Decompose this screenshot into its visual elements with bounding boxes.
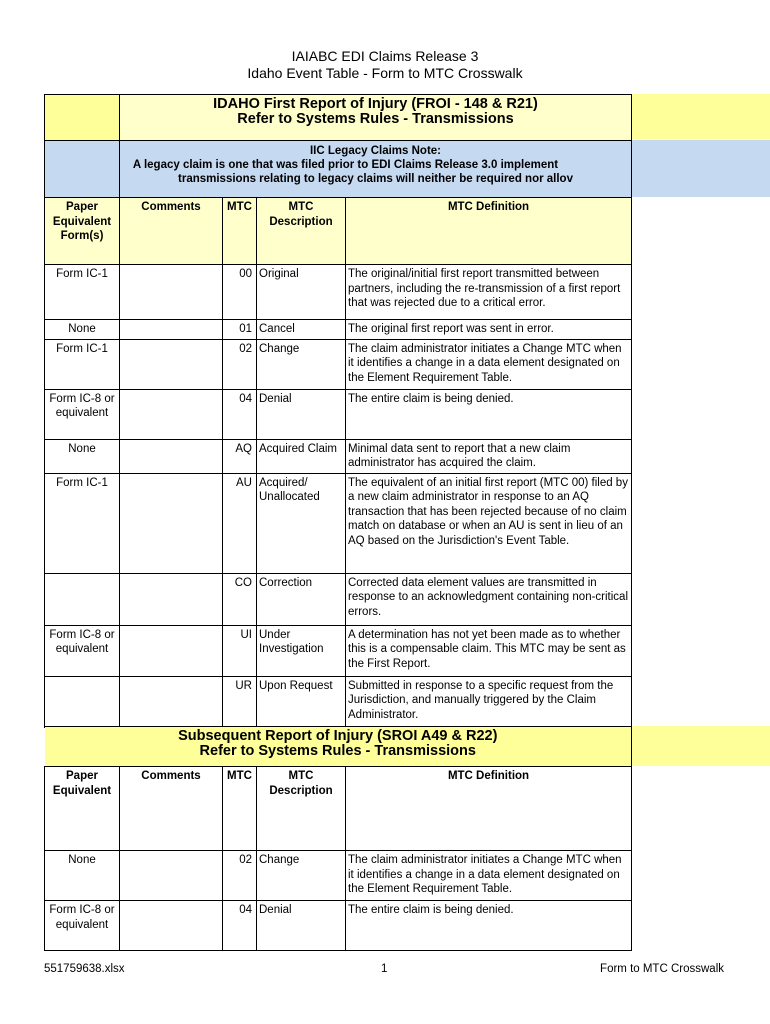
description-cell: Under Investigation <box>257 625 346 676</box>
form-cell: Form IC-8 or equivalent <box>45 625 120 676</box>
document-title: IAIABC EDI Claims Release 3 <box>291 48 479 64</box>
sroi-table <box>44 726 632 951</box>
mtc-cell: 01 <box>223 320 257 340</box>
mtc-cell: UI <box>223 625 257 676</box>
description-cell: Upon Request <box>257 676 346 727</box>
definition-cell: The claim administrator initiates a Change MTC when it identifies a change in a data element designated on the Element Requirement Table. <box>346 339 632 389</box>
description-cell: Denial <box>257 901 346 951</box>
table-row <box>45 851 632 901</box>
col-header-description: MTC Description <box>257 767 346 851</box>
description-cell: Original <box>257 265 346 320</box>
description-cell: Change <box>257 851 346 901</box>
sroi-title: Subsequent Report of Injury (SROI A49 & R22) <box>178 728 498 744</box>
definition-cell: Corrected data element values are transmitted in response to an acknowledgment containing non-critical errors. <box>346 573 632 625</box>
definition-cell: Minimal data sent to report that a new claim administrator has acquired the claim. <box>346 439 632 473</box>
comments-cell <box>120 573 223 625</box>
description-cell: Correction <box>257 573 346 625</box>
mtc-cell: CO <box>223 573 257 625</box>
footer-page-number: 1 <box>381 963 388 975</box>
table-row <box>45 901 632 951</box>
col-header-definition: MTC Definition <box>346 198 632 265</box>
table-row <box>45 389 632 439</box>
mtc-cell: UR <box>223 676 257 727</box>
mtc-cell: 02 <box>223 851 257 901</box>
mtc-cell: 02 <box>223 339 257 389</box>
col-header-comments: Comments <box>120 767 223 851</box>
froi-banner <box>120 95 632 141</box>
definition-cell: The claim administrator initiates a Change MTC when it identifies a change in a data element designated on the Element Requirement Table. <box>346 851 632 901</box>
comments-cell <box>120 339 223 389</box>
description-cell: Acquired Claim <box>257 439 346 473</box>
comments-cell <box>120 265 223 320</box>
definition-cell: The equivalent of an initial first report (MTC 00) filed by a new claim administrator in response to an AQ transaction that has been rejected because of no claim match on database or when an AU is sent in lieu of an AQ based on the Jurisdiction's Event Table. <box>346 473 632 573</box>
table-row <box>45 339 632 389</box>
froi-title: IDAHO First Report of Injury (FROI - 148 & R21) <box>213 96 538 112</box>
col-header-comments: Comments <box>120 198 223 265</box>
col-header-definition: MTC Definition <box>346 767 632 851</box>
definition-cell: The entire claim is being denied. <box>346 901 632 951</box>
comments-cell <box>120 439 223 473</box>
note-banner-extension <box>631 140 770 197</box>
comments-cell <box>120 851 223 901</box>
sroi-banner <box>45 727 632 767</box>
mtc-cell: AU <box>223 473 257 573</box>
form-cell: Form IC-8 or equivalent <box>45 901 120 951</box>
form-cell: None <box>45 439 120 473</box>
form-cell <box>45 676 120 727</box>
froi-banner-extension <box>631 94 770 139</box>
form-cell: Form IC-1 <box>45 339 120 389</box>
table-row <box>45 676 632 727</box>
legacy-note-line1: A legacy claim is one that was filed prior to EDI Claims Release 3.0 implement <box>132 159 559 171</box>
definition-cell: The entire claim is being denied. <box>346 389 632 439</box>
col-header-form: Paper Equivalent Form(s) <box>45 198 120 265</box>
mtc-cell: 04 <box>223 901 257 951</box>
description-cell: Cancel <box>257 320 346 340</box>
form-cell: Form IC-1 <box>45 473 120 573</box>
description-cell: Acquired/ Unallocated <box>257 473 346 573</box>
form-cell: None <box>45 320 120 340</box>
form-cell: None <box>45 851 120 901</box>
mtc-cell: 00 <box>223 265 257 320</box>
comments-cell <box>120 676 223 727</box>
col-header-mtc: MTC <box>223 767 257 851</box>
table-row <box>45 439 632 473</box>
legacy-note <box>120 141 632 198</box>
definition-cell: The original first report was sent in error. <box>346 320 632 340</box>
form-cell: Form IC-1 <box>45 265 120 320</box>
col-header-description: MTC Description <box>257 198 346 265</box>
description-cell: Change <box>257 339 346 389</box>
document-subtitle: Idaho Event Table - Form to MTC Crosswalk <box>247 65 523 81</box>
comments-cell <box>120 901 223 951</box>
froi-banner-left <box>45 95 120 141</box>
definition-cell: The original/initial first report transmitted between partners, including the re-transmission of a first report that was rejected due to a critical error. <box>346 265 632 320</box>
col-header-mtc: MTC <box>223 198 257 265</box>
table-row <box>45 573 632 625</box>
form-cell <box>45 573 120 625</box>
table-row <box>45 473 632 573</box>
note-banner-left <box>45 141 120 198</box>
mtc-cell: AQ <box>223 439 257 473</box>
definition-cell: A determination has not yet been made as to whether this is a compensable claim. This MTC may be sent as the First Report. <box>346 625 632 676</box>
sroi-subtitle: Refer to Systems Rules - Transmissions <box>199 742 476 759</box>
legacy-note-line2: transmissions relating to legacy claims will neither be required nor allov <box>178 173 573 185</box>
legacy-note-heading: IIC Legacy Claims Note: <box>309 145 441 157</box>
table-row <box>45 265 632 320</box>
footer-sheet-name: Form to MTC Crosswalk <box>600 963 724 975</box>
table-row <box>45 320 632 340</box>
comments-cell <box>120 625 223 676</box>
mtc-cell: 04 <box>223 389 257 439</box>
table-row <box>45 625 632 676</box>
sroi-banner-extension <box>631 726 770 766</box>
definition-cell: Submitted in response to a specific request from the Jurisdiction, and manually triggered by the Claim Administrator. <box>346 676 632 727</box>
form-cell: Form IC-8 or equivalent <box>45 389 120 439</box>
froi-table <box>44 94 632 728</box>
description-cell: Denial <box>257 389 346 439</box>
comments-cell <box>120 473 223 573</box>
col-header-form: Paper Equivalent <box>45 767 120 851</box>
comments-cell <box>120 389 223 439</box>
froi-subtitle: Refer to Systems Rules - Transmissions <box>237 110 514 127</box>
comments-cell <box>120 320 223 340</box>
footer-filename: 551759638.xlsx <box>44 963 125 975</box>
